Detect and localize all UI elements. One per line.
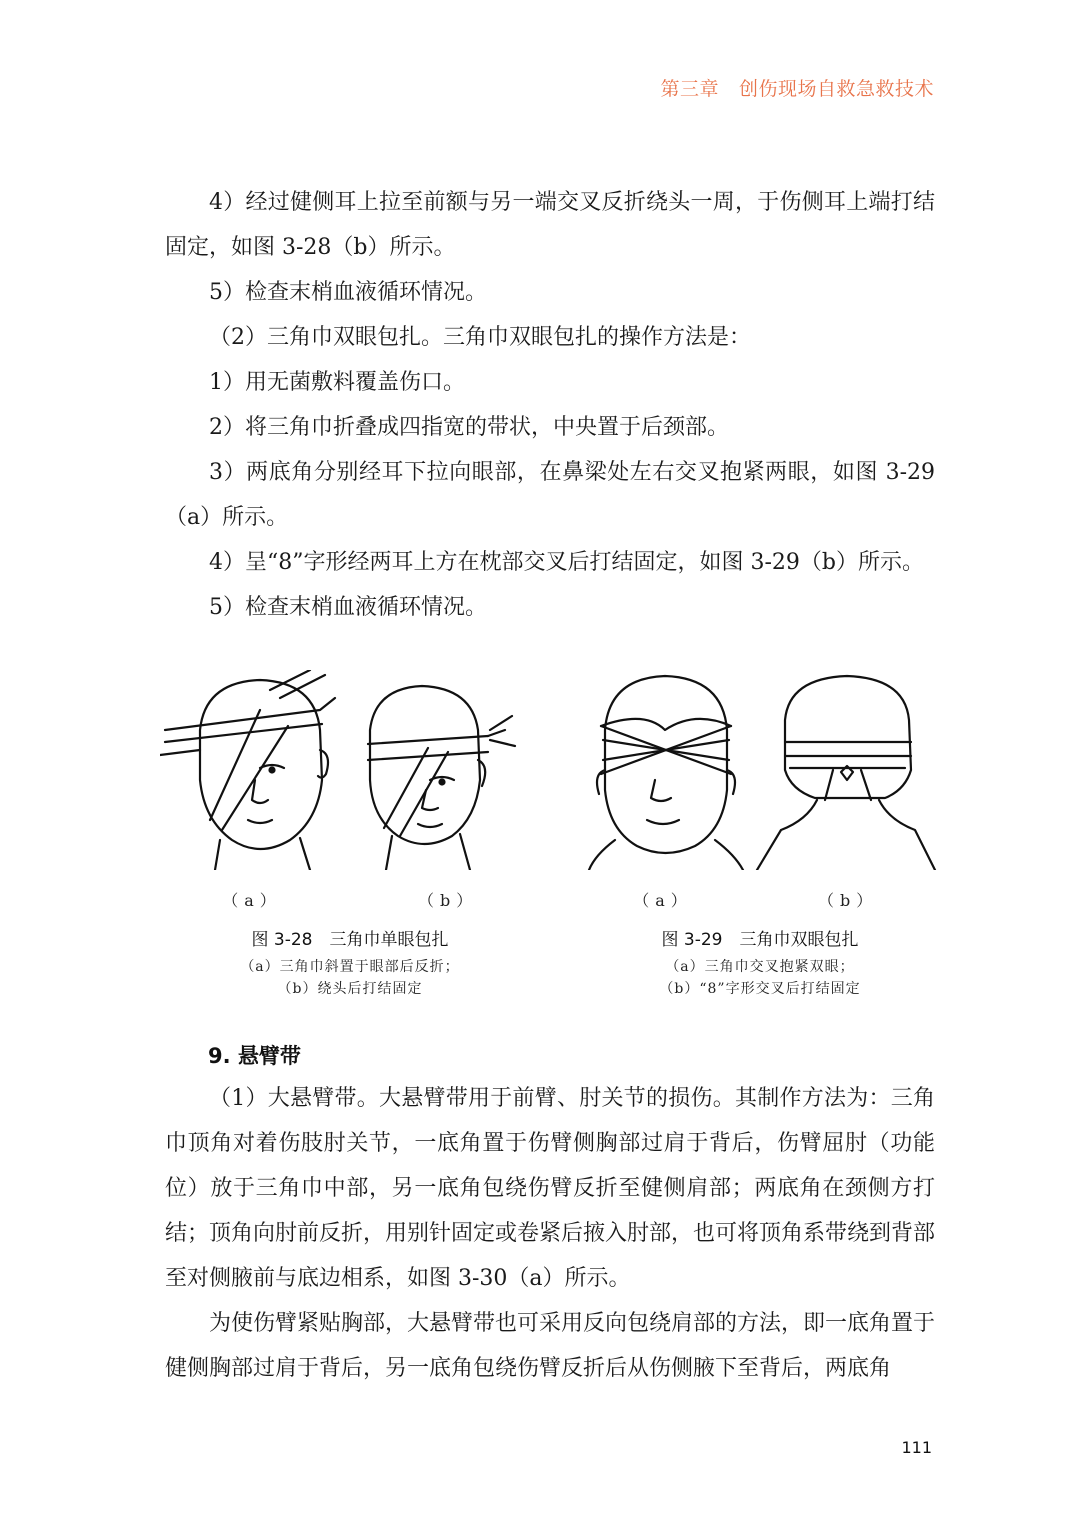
paragraph: 4）经过健侧耳上拉至前额与另一端交叉反折绕头一周，于伤侧耳上端打结固定，如图 3-28（b）所示。 — [165, 190, 935, 260]
paragraph: 3）两底角分别经耳下拉向眼部，在鼻梁处左右交叉抱紧两眼，如图 3-29（a）所示。 — [165, 460, 935, 530]
head-illustration-a — [589, 676, 743, 870]
sublabel-a: （a） — [222, 891, 282, 910]
caption-note-line: （b）“8”字形交叉后打结固定 — [659, 981, 861, 997]
running-header — [660, 74, 934, 101]
figure-caption-note — [580, 956, 940, 1000]
sublabel-b: （b） — [818, 891, 879, 910]
chapter-title: 创伤现场自救急救技术 — [738, 78, 934, 100]
sublabel-a: （a） — [633, 891, 693, 910]
caption-note-line: （a）三角巾交叉抱紧双眼； — [665, 959, 855, 975]
head-illustration-b — [757, 676, 935, 870]
paragraph: 2）将三角巾折叠成四指宽的带状，中央置于后颈部。 — [209, 415, 729, 440]
figure-3-29-illustration — [585, 670, 945, 870]
paragraph: 5）检查末梢血液循环情况。 — [209, 595, 487, 620]
head-illustration-b — [368, 686, 515, 870]
caption-note-line: （a）三角巾斜置于眼部后反折； — [240, 959, 460, 975]
chapter-label: 第三章 — [660, 78, 719, 100]
page-number: 111 — [901, 1438, 932, 1457]
paragraph: 5）检查末梢血液循环情况。 — [209, 280, 487, 305]
figure-caption: 图 3-29 三角巾双眼包扎 — [661, 930, 859, 950]
paragraph: 4）呈“8”字形经两耳上方在枕部交叉后打结固定，如图 3-29（b）所示。 — [209, 550, 924, 575]
figure-caption: 图 3-28 三角巾单眼包扎 — [251, 930, 449, 950]
sublabel-b: （b） — [418, 891, 479, 910]
figure-caption-note — [170, 956, 530, 1000]
paragraph: （1）大悬臂带。大悬臂带用于前臂、肘关节的损伤。其制作方法为：三角巾顶角对着伤肢肘关节，一底角置于伤臂侧胸部过肩于背后，伤臂屈肘（功能位）放于三角巾中部，另一底角包绕伤臂反折至健侧肩部；两底角在颈侧方打结；顶角向肘前反折，用别针固定或卷紧后掖入肘部，也可将顶角系带绕到背部至对侧腋前与底边相系，如图 3-30（a）所示。 — [165, 1086, 936, 1291]
section-heading: 9. 悬臂带 — [208, 1044, 301, 1068]
paragraph: 1）用无菌敷料覆盖伤口。 — [209, 370, 465, 395]
paragraph: （2）三角巾双眼包扎。三角巾双眼包扎的操作方法是： — [209, 325, 751, 350]
caption-note-line: （b）绕头后打结固定 — [277, 981, 423, 997]
paragraph: 为使伤臂紧贴胸部，大悬臂带也可采用反向包绕肩部的方法，即一底角置于健侧胸部过肩于背后，另一底角包绕伤臂反折后从伤侧腋下至背后，两底角 — [165, 1311, 936, 1381]
head-illustration-a — [160, 670, 335, 870]
figure-3-28-illustration — [160, 670, 520, 870]
